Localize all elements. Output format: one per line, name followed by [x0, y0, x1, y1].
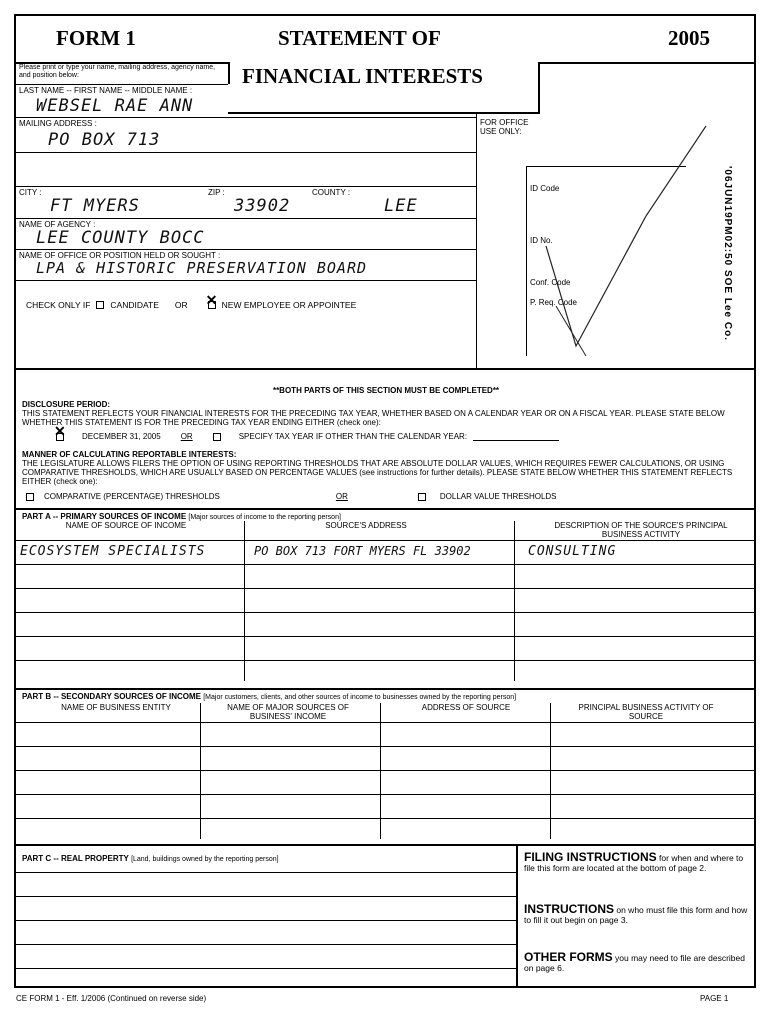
part-a-subtitle: [Major sources of income to the reporting person]: [188, 514, 341, 521]
instructions-head: INSTRUCTIONS: [524, 902, 614, 916]
part-a-row1-name[interactable]: ECOSYSTEM SPECIALISTS: [20, 544, 206, 559]
part-b-col2: NAME OF MAJOR SOURCES OF BUSINESS' INCOME: [227, 703, 349, 721]
new-employee-checkbox[interactable]: [208, 301, 216, 309]
form-number: FORM 1: [56, 26, 136, 50]
candidate-checkbox[interactable]: [96, 301, 104, 309]
new-employee-label: NEW EMPLOYEE OR APPOINTEE: [221, 300, 357, 310]
agency-label: NAME OF AGENCY :: [19, 220, 96, 229]
id-no-label: ID No.: [530, 236, 553, 245]
county-label: COUNTY :: [312, 188, 351, 197]
city-field[interactable]: FT MYERS: [50, 196, 140, 216]
form-title-line2: FINANCIAL INTERESTS: [242, 64, 483, 88]
received-stamp: '06JUN19PM02:50 SOE Lee Co.: [722, 166, 733, 341]
part-b-subtitle: [Major customers, clients, and other sources of income to businesses owned by the reporting person]: [203, 694, 517, 701]
disclosure-period-title: DISCLOSURE PERIOD:: [22, 400, 111, 409]
city-label: CITY :: [19, 188, 42, 197]
both-parts-notice: **BOTH PARTS OF THIS SECTION MUST BE COMPLETED**: [272, 386, 500, 395]
candidate-row: [26, 300, 356, 310]
check-only-label: CHECK ONLY IF: [26, 300, 91, 310]
other-year-checkbox[interactable]: [213, 433, 221, 441]
or-label-3: OR: [335, 492, 348, 501]
other-forms-text: you may need to file are described on page 6.: [524, 953, 745, 973]
form-page: [14, 14, 756, 988]
threshold-row: [26, 492, 557, 501]
conf-code-label: Conf. Code: [530, 278, 571, 287]
id-code-label: ID Code: [530, 184, 560, 193]
part-b-col4: PRINCIPAL BUSINESS ACTIVITY OF SOURCE: [578, 703, 714, 721]
dollar-checkbox[interactable]: [418, 493, 426, 501]
office-use-label: FOR OFFICE USE ONLY:: [480, 118, 529, 136]
filing-instructions: [524, 852, 750, 873]
office-checkmark-icon: [516, 96, 716, 356]
part-a-row1-activity[interactable]: CONSULTING: [528, 544, 617, 559]
address-label: MAILING ADDRESS :: [19, 119, 97, 128]
who-must-file-instructions: [524, 904, 750, 925]
part-c-heading: [22, 854, 279, 864]
part-a-col2: SOURCE'S ADDRESS: [325, 521, 407, 530]
other-forms-head: OTHER FORMS: [524, 950, 613, 964]
or-label: OR: [174, 300, 188, 310]
part-c-subtitle: [Land, buildings owned by the reporting person]: [131, 856, 279, 863]
manner-text: THE LEGISLATURE ALLOWS FILERS THE OPTION OF USING REPORTING THRESHOLDS THAT ARE ABSOLUTE DOLLAR VALUES, WHICH REQUIRES FEWER CALCULATIONS, OR USING COMPARATIVE THRESHOLDS, WHICH ARE USUALLY BASED ON PERCENTAGE VALUES (see instructions for further details). PLEASE STATE BELOW WHETHER THIS STATEMENT REFLECTS EITHER (check one):: [22, 459, 733, 486]
part-b-heading: [22, 692, 516, 702]
part-c-title: PART C -- REAL PROPERTY: [22, 854, 129, 863]
zip-label: ZIP :: [208, 188, 225, 197]
part-b-col3: ADDRESS OF SOURCE: [421, 703, 511, 712]
form-year: 2005: [668, 26, 710, 50]
print-instructions: Please print or type your name, mailing address, agency name, and position below:: [19, 64, 216, 79]
county-field[interactable]: LEE: [384, 196, 418, 216]
office-label: NAME OF OFFICE OR POSITION HELD OR SOUGHT :: [19, 251, 221, 260]
name-label: LAST NAME -- FIRST NAME -- MIDDLE NAME :: [19, 86, 193, 95]
tax-year-row: [56, 432, 559, 441]
part-a-row1-address[interactable]: PO BOX 713 FORT MYERS FL 33902: [254, 544, 471, 558]
december-31-label: DECEMBER 31, 2005: [82, 432, 161, 441]
address-field[interactable]: PO BOX 713: [48, 130, 161, 150]
footer-form-id: CE FORM 1 - Eff. 1/2006 (Continued on reverse side): [16, 994, 207, 1003]
december-31-checkbox[interactable]: [56, 433, 64, 441]
instructions-text: on who must file this form and how to fill it out begin on page 3.: [524, 905, 748, 925]
or-label-2: OR: [180, 432, 193, 441]
other-forms: [524, 952, 750, 973]
zip-field[interactable]: 33902: [234, 196, 291, 216]
filing-instructions-text: for when and where to file this form are located at the bottom of page 2.: [524, 853, 744, 873]
part-b-title: PART B -- SECONDARY SOURCES OF INCOME: [22, 692, 201, 701]
other-year-label: SPECIFY TAX YEAR IF OTHER THAN THE CALENDAR YEAR:: [238, 432, 468, 441]
other-year-field[interactable]: [473, 433, 559, 441]
name-field[interactable]: WEBSEL RAE ANN: [36, 96, 194, 116]
part-a-col1: NAME OF SOURCE OF INCOME: [65, 521, 187, 530]
dollar-label: DOLLAR VALUE THRESHOLDS: [439, 492, 557, 501]
filing-instructions-head: FILING INSTRUCTIONS: [524, 850, 657, 864]
part-b-col1: NAME OF BUSINESS ENTITY: [61, 703, 171, 712]
footer-page-number: PAGE 1: [700, 994, 729, 1003]
agency-field[interactable]: LEE COUNTY BOCC: [36, 228, 205, 248]
part-a-col3: DESCRIPTION OF THE SOURCE'S PRINCIPAL BUSINESS ACTIVITY: [554, 521, 728, 539]
disclosure-period-text: THIS STATEMENT REFLECTS YOUR FINANCIAL INTERESTS FOR THE PRECEDING TAX YEAR, WHETHER BASED ON A CALENDAR YEAR OR ON A FISCAL YEAR. PLEASE STATE BELOW WHETHER THIS STATEMENT IS FOR THE PRECEDING TAX YEAR ENDING EITHER (check one):: [22, 409, 725, 427]
part-a-title: PART A -- PRIMARY SOURCES OF INCOME: [22, 512, 187, 521]
form-title-line1: STATEMENT OF: [278, 26, 441, 50]
candidate-label: CANDIDATE: [110, 300, 159, 310]
p-req-code-label: P. Req. Code: [530, 298, 577, 307]
office-field[interactable]: LPA & HISTORIC PRESERVATION BOARD: [36, 259, 368, 277]
manner-title: MANNER OF CALCULATING REPORTABLE INTERESTS:: [22, 450, 237, 459]
comparative-label: COMPARATIVE (PERCENTAGE) THRESHOLDS: [44, 492, 220, 501]
comparative-checkbox[interactable]: [26, 493, 34, 501]
